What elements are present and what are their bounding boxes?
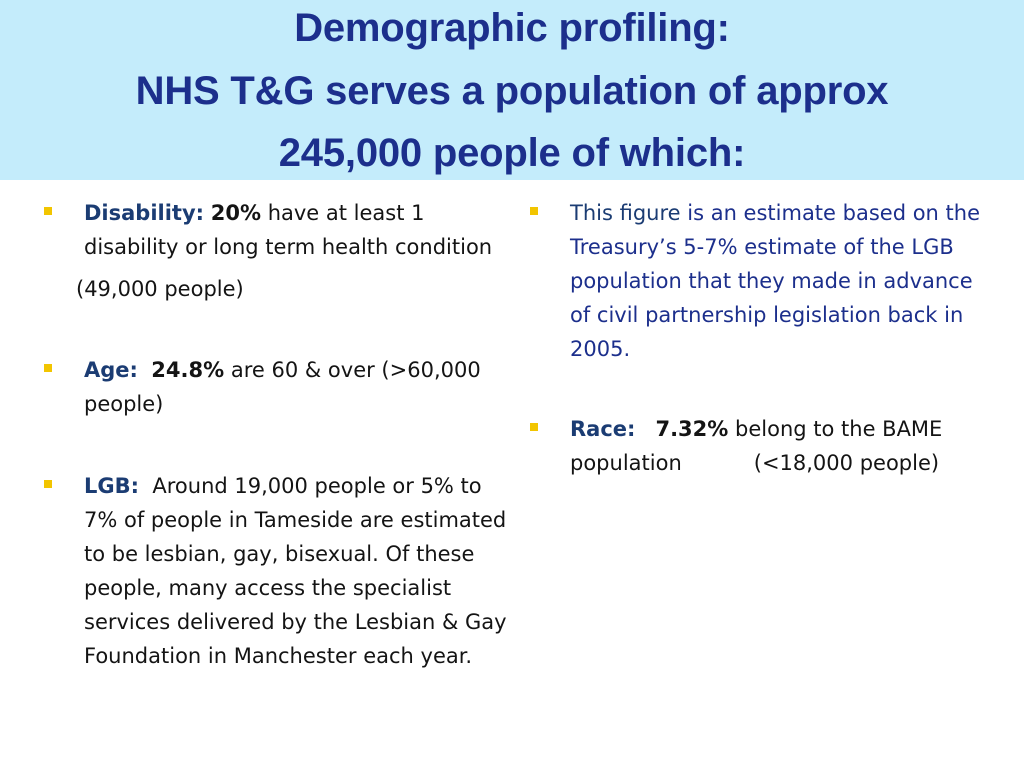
disability-note: (49,000 people) bbox=[76, 277, 244, 301]
bullet-figure-note bbox=[530, 196, 990, 366]
right-column bbox=[530, 196, 990, 480]
race-label: Race: bbox=[570, 417, 636, 441]
bullet-race bbox=[530, 412, 990, 480]
age-value: 24.8% bbox=[151, 358, 225, 382]
slide-title-line-3: 245,000 people of which: bbox=[278, 131, 746, 175]
race-text-a: belong to the BAME population bbox=[570, 417, 943, 475]
race-text-b: (<18,000 people) bbox=[753, 451, 940, 475]
figure-note-lead: This figure bbox=[570, 201, 681, 225]
bullet-square-icon bbox=[530, 207, 538, 215]
disability-text: have at least 1 disability or long term health condition bbox=[84, 201, 493, 259]
lgb-label: LGB: bbox=[84, 474, 140, 498]
slide-title-line-1: Demographic profiling: bbox=[294, 6, 730, 50]
bullet-age bbox=[44, 353, 520, 421]
bullet-lgb bbox=[44, 469, 520, 673]
race-value: 7.32% bbox=[655, 417, 729, 441]
figure-note-text: is an estimate based on the Treasury’s 5-7% estimate of the LGB population that they made in advance of civil partnership legislation back in 2005. bbox=[570, 201, 980, 361]
disability-value: 20% bbox=[210, 201, 262, 225]
bullet-disability bbox=[44, 196, 520, 264]
lgb-text: Around 19,000 people or 5% to 7% of people in Tameside are estimated to be lesbian, gay, bisexual. Of these people, many access the specialist services delivered by the Lesbian & Gay Foundation in Manchester each year. bbox=[84, 474, 507, 668]
bullet-square-icon bbox=[44, 480, 52, 488]
age-label: Age: bbox=[84, 358, 138, 382]
slide-title-line-2: NHS T&G serves a population of approx bbox=[135, 69, 889, 113]
bullet-square-icon bbox=[530, 423, 538, 431]
disability-label: Disability: bbox=[84, 201, 205, 225]
bullet-square-icon bbox=[44, 207, 52, 215]
left-column bbox=[44, 196, 520, 673]
bullet-square-icon bbox=[44, 364, 52, 372]
age-text: are 60 & over (>60,000 people) bbox=[84, 358, 481, 416]
